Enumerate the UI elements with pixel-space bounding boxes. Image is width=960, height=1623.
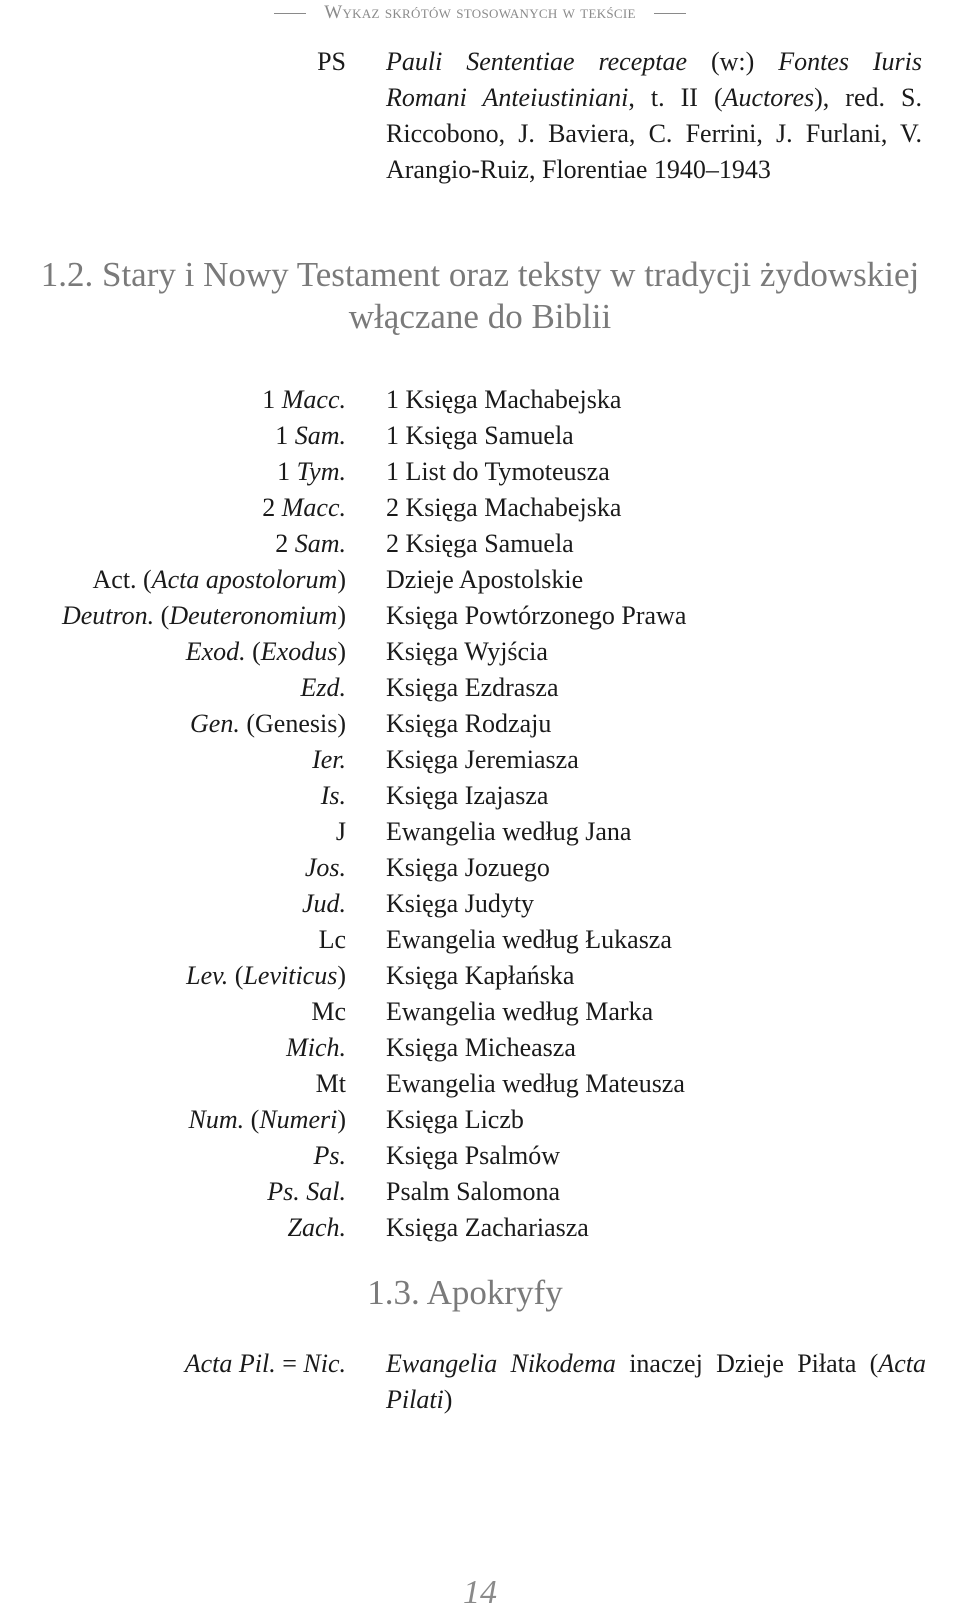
abbreviation-definition: Księga Liczb [386, 1105, 524, 1134]
abbreviation-row [0, 850, 960, 886]
text-run: Mc [311, 997, 346, 1026]
italic-text: Pauli Sententiae receptae [386, 47, 688, 76]
italic-text: Is. [320, 781, 346, 810]
text-run: Lc [318, 925, 346, 954]
abbreviation-term [286, 1030, 346, 1066]
abbreviation-row [0, 778, 960, 814]
text-run: ) [337, 601, 346, 630]
abbreviation-term [93, 562, 346, 598]
abbreviation-term [288, 1210, 347, 1246]
text-run: ) [337, 565, 346, 594]
abbreviation-row [0, 1174, 960, 1210]
italic-text: Ewangelia Nikodema [386, 1349, 616, 1378]
abbreviation-row [0, 418, 960, 454]
abbreviation-definition: 2 Księga Machabejska [386, 493, 622, 522]
text-run: 1 [275, 421, 295, 450]
italic-text: Lev. [186, 961, 229, 990]
abbreviation-term [62, 598, 346, 634]
abbreviation-definition: Dzieje Apostolskie [386, 565, 584, 594]
italic-text: Macc. [281, 385, 346, 414]
bible-abbreviation-list [0, 382, 960, 1246]
italic-text: Gen. [190, 709, 240, 738]
abbreviation-term [301, 670, 347, 706]
abbreviation-definition: 1 Księga Samuela [386, 421, 574, 450]
italic-text: Sam. [294, 529, 346, 558]
italic-text: Fontes Iuris Romani Anteiustiniani [386, 47, 922, 112]
abbreviation-row [0, 886, 960, 922]
italic-text: Acta Pilati [386, 1349, 926, 1414]
abbreviation-row [0, 598, 960, 634]
italic-text: Ps. Sal. [267, 1177, 346, 1206]
abbreviation-row [0, 670, 960, 706]
italic-text: Acta apostolorum [151, 565, 338, 594]
text-run: Mt [315, 1069, 346, 1098]
abbreviation-definition: Ewangelia według Jana [386, 817, 632, 846]
text-run: (w:) [687, 47, 779, 76]
abbreviation-term [262, 490, 346, 526]
abbreviation-definition: Księga Micheasza [386, 1033, 576, 1062]
text-run: 1 [277, 457, 297, 486]
abbreviation-row [0, 1102, 960, 1138]
text-run: 2 [275, 529, 295, 558]
abbreviation-row [0, 994, 960, 1030]
abbreviation-row [0, 706, 960, 742]
abbreviation-row [0, 454, 960, 490]
text-run: ) [337, 637, 346, 666]
abbreviation-term [321, 778, 346, 814]
abbreviation-definition: Księga Judyty [386, 889, 535, 918]
italic-text: Exodus [260, 637, 338, 666]
text-run: , t. II ( [628, 83, 723, 112]
running-head-rule-right [654, 13, 686, 14]
page-number: 14 [463, 1574, 497, 1611]
section-title-1-2-line1: 1.2. Stary i Nowy Testament oraz teksty w tradycji żydowskiej [40, 255, 920, 294]
section-title-1-2 [0, 254, 960, 338]
abbreviation-term [189, 1102, 346, 1138]
abbreviation-row [0, 526, 960, 562]
italic-text: Ezd. [300, 673, 346, 702]
section-title-1-3: 1.3. Apokryfy [367, 1273, 563, 1312]
running-head [0, 2, 960, 24]
abbreviation-term [267, 1174, 346, 1210]
abbreviation-term [319, 922, 346, 958]
italic-text: Ps. [313, 1141, 346, 1170]
italic-text: Numeri [259, 1105, 338, 1134]
abbreviation-term [312, 742, 346, 778]
abbreviation-definition: Księga Izajasza [386, 781, 549, 810]
abbreviation-row [0, 562, 960, 598]
abbreviation-definition: Księga Jeremiasza [386, 745, 579, 774]
abbreviation-definition: Ewangelia według Marka [386, 997, 654, 1026]
text-run: Act. ( [92, 565, 152, 594]
italic-text: Mich. [286, 1033, 346, 1062]
text-run: ), red. S. Riccobono, J. Baviera, C. Ferrini, J. Furlani, V. Arangio-Ruiz, Florentiae 1940–1943 [386, 83, 922, 184]
abbreviation-definition: 1 Księga Machabejska [386, 385, 622, 414]
italic-text: Jos. [304, 853, 346, 882]
italic-text: Acta Pil. [184, 1349, 276, 1378]
abbreviation-row [0, 1210, 960, 1246]
abbreviation-definition: Księga Zachariasza [386, 1213, 589, 1242]
abbreviation-term [275, 526, 346, 562]
abbreviation-row [0, 1030, 960, 1066]
abbreviation-term [275, 418, 346, 454]
running-head-text: Wykaz skrótów stosowanych w tekście [324, 2, 636, 23]
text-run: ) [337, 1105, 346, 1134]
abbreviation-row [0, 1138, 960, 1174]
ps-entry-abbr: PS [317, 47, 346, 76]
abbreviation-row [0, 742, 960, 778]
text-run: = [275, 1349, 304, 1378]
abbreviation-term [262, 382, 346, 418]
italic-text: Zach. [287, 1213, 346, 1242]
abbreviation-term [311, 994, 346, 1030]
abbreviation-term [277, 454, 346, 490]
section-title-1-2-line2: włączane do Biblii [348, 297, 612, 336]
abbreviation-definition: Księga Ezdrasza [386, 673, 559, 702]
italic-text: Exod. [185, 637, 246, 666]
text-run: (Genesis) [239, 709, 346, 738]
abbreviation-row [0, 382, 960, 418]
abbreviation-term [186, 958, 346, 994]
abbreviation-row [0, 922, 960, 958]
abbreviation-row [0, 814, 960, 850]
abbreviation-definition: Ewangelia według Łukasza [386, 925, 672, 954]
italic-text: Leviticus [243, 961, 338, 990]
abbreviation-definition: Księga Wyjścia [386, 637, 548, 666]
abbreviation-definition: Księga Rodzaju [386, 709, 552, 738]
text-run: J [335, 817, 346, 846]
italic-text: Ier. [312, 745, 346, 774]
abbreviation-definition: Księga Psalmów [386, 1141, 561, 1170]
abbreviation-definition: Księga Kapłańska [386, 961, 575, 990]
ps-entry-desc [386, 44, 922, 188]
italic-text: Sam. [294, 421, 346, 450]
italic-text: Num. [188, 1105, 245, 1134]
abbreviation-term [190, 706, 346, 742]
italic-text: Jud. [301, 889, 346, 918]
text-run: 2 [262, 493, 282, 522]
italic-text: Auctores [722, 83, 815, 112]
italic-text: Macc. [281, 493, 346, 522]
abbreviation-term [305, 850, 346, 886]
abbreviation-definition: Ewangelia według Mateusza [386, 1069, 685, 1098]
text-run: ) [443, 1385, 453, 1414]
abbreviation-definition: Psalm Salomona [386, 1177, 561, 1206]
abbreviation-term [186, 634, 346, 670]
abbreviation-row [0, 634, 960, 670]
abbreviation-definition: 1 List do Tymoteusza [386, 457, 610, 486]
apocrypha-entry-abbr [185, 1346, 346, 1382]
abbreviation-term [302, 886, 346, 922]
abbreviation-row [0, 1066, 960, 1102]
abbreviation-row [0, 958, 960, 994]
abbreviation-definition: Księga Jozuego [386, 853, 550, 882]
italic-text: Deuteronomium [169, 601, 338, 630]
text-run: 1 [262, 385, 282, 414]
abbreviation-row [0, 490, 960, 526]
abbreviation-term [336, 814, 346, 850]
text-run: ( [154, 601, 170, 630]
abbreviation-term [316, 1066, 346, 1102]
abbreviation-definition: 2 Księga Samuela [386, 529, 574, 558]
text-run: ( [244, 1105, 260, 1134]
abbreviation-term [314, 1138, 347, 1174]
text-run: inaczej Dzieje Piłata ( [615, 1349, 879, 1378]
text-run: ) [337, 961, 346, 990]
italic-text: Tym. [296, 457, 346, 486]
running-head-rule-left [274, 13, 306, 14]
italic-text: Deutron. [61, 601, 155, 630]
text-run: ( [228, 961, 244, 990]
italic-text: Nic. [303, 1349, 346, 1378]
text-run: ( [245, 637, 261, 666]
apocrypha-entry-desc [386, 1346, 926, 1418]
abbreviation-definition: Księga Powtórzonego Prawa [386, 601, 687, 630]
